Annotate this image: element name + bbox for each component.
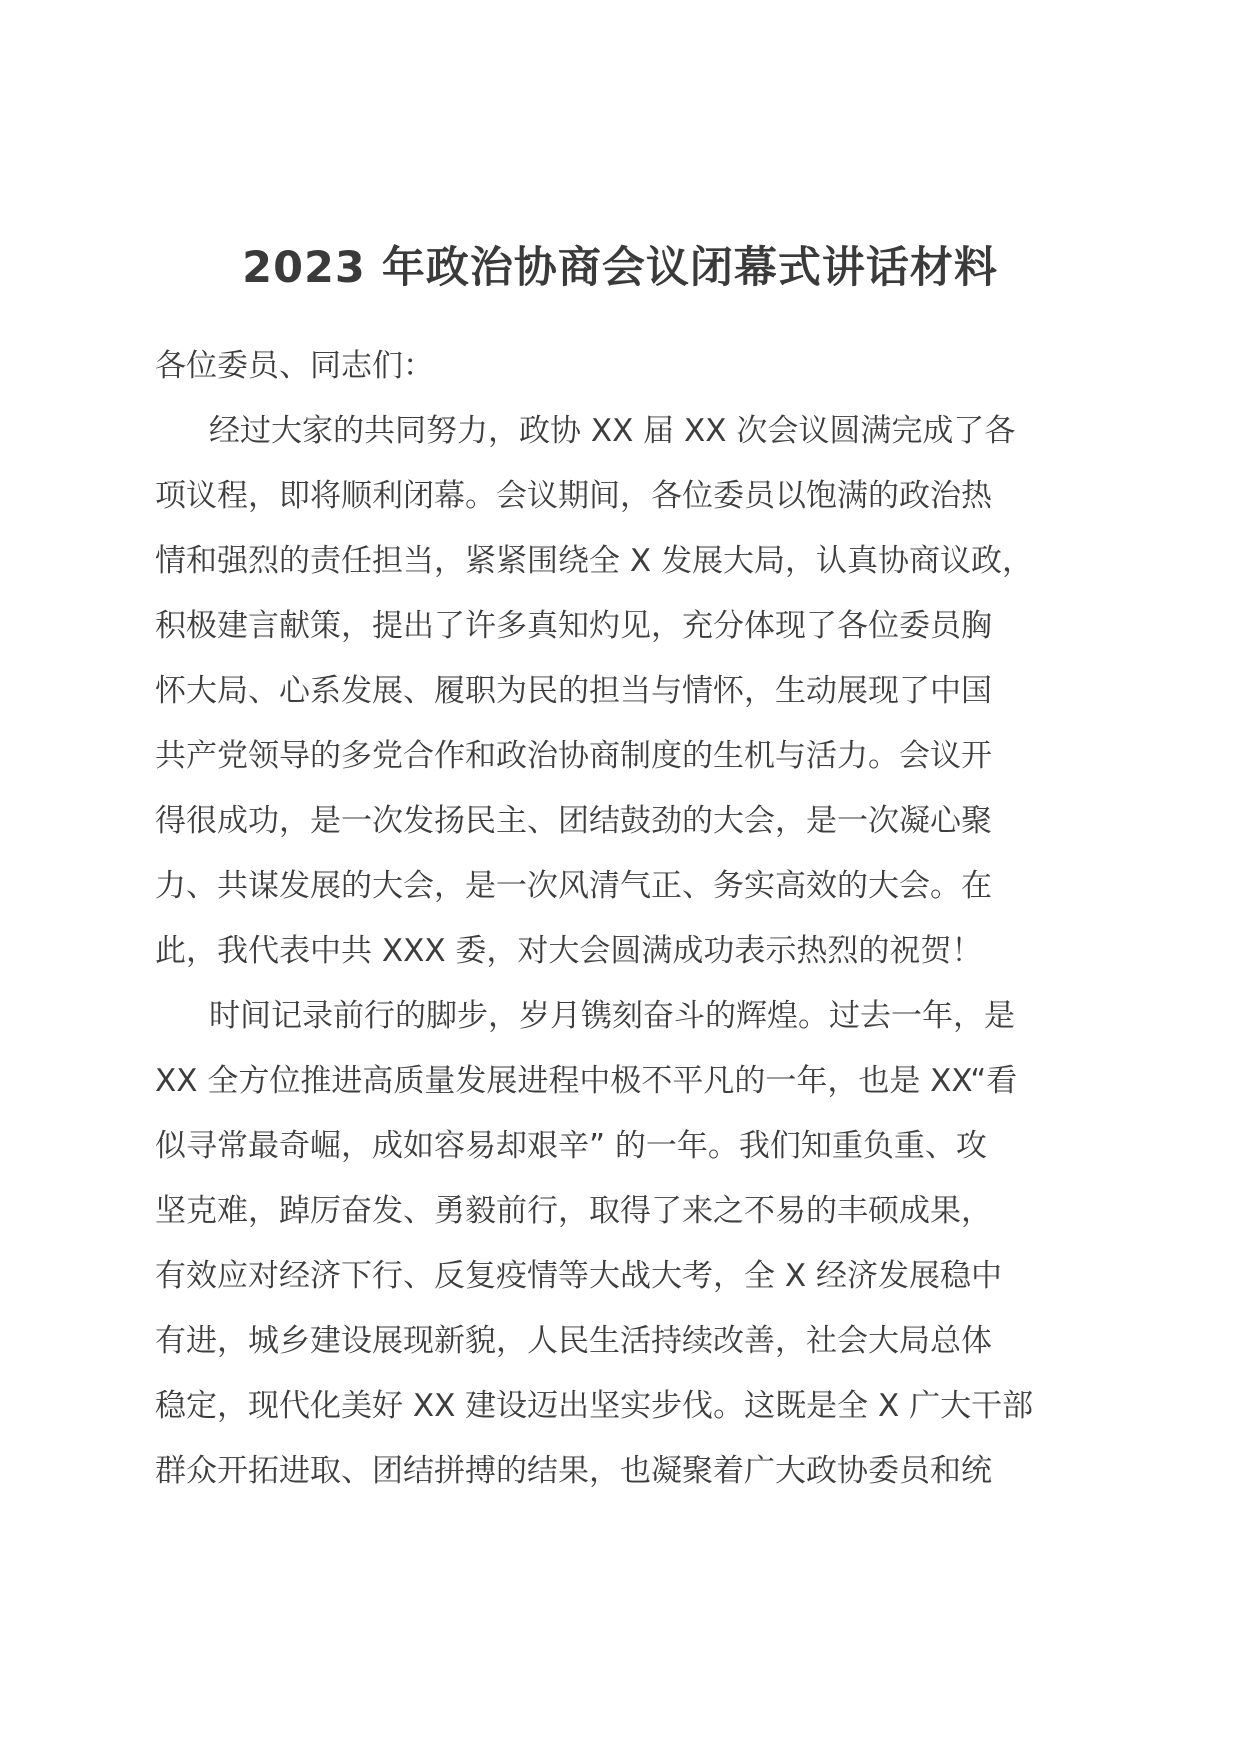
paragraph-1-line-4: 积极建言献策，提出了许多真知灼见，充分体现了各位委员胸	[155, 608, 992, 644]
paragraph-1-line-5: 怀大局、心系发展、履职为民的担当与情怀，生动展现了中国	[155, 673, 992, 709]
paragraph-1-line-7: 得很成功，是一次发扬民主、团结鼓劲的大会，是一次凝心聚	[155, 803, 992, 839]
salutation-line: 各位委员、同志们：	[155, 348, 434, 384]
paragraph-2-line-5: 有效应对经济下行、反复疫情等大战大考，全 X 经济发展稳中	[155, 1258, 1002, 1294]
paragraph-1-line-3: 情和强烈的责任担当，紧紧围绕全 X 发展大局，认真协商议政，	[155, 543, 1033, 579]
paragraph-1-line-9: 此，我代表中共 XXX 委，对大会圆满成功表示热烈的祝贺！	[155, 933, 983, 969]
paragraph-1-line-8: 力、共谋发展的大会，是一次风清气正、务实高效的大会。在	[155, 868, 992, 904]
paragraph-2-line-6: 有进，城乡建设展现新貌，人民生活持续改善，社会大局总体	[155, 1323, 992, 1359]
paragraph-2-line-8: 群众开拓进取、团结拼搏的结果，也凝聚着广大政协委员和统	[155, 1453, 992, 1489]
paragraph-2-line-3: 似寻常最奇崛，成如容易却艰辛” 的一年。我们知重负重、攻	[155, 1128, 987, 1164]
paragraph-1-line-1: 经过大家的共同努力，政协 XX 届 XX 次会议圆满完成了各	[209, 413, 1016, 449]
paragraph-2-line-2: XX 全方位推进高质量发展进程中极不平凡的一年，也是 XX“看	[155, 1063, 1018, 1099]
paragraph-2-line-4: 坚克难，踔厉奋发、勇毅前行，取得了来之不易的丰硕成果，	[155, 1193, 992, 1229]
paragraph-1-line-6: 共产党领导的多党合作和政治协商制度的生机与活力。会议开	[155, 738, 992, 774]
document-body	[155, 334, 1095, 1504]
paragraph-2-line-1: 时间记录前行的脚步，岁月镌刻奋斗的辉煌。过去一年，是	[209, 998, 1015, 1034]
paragraph-1-line-2: 项议程，即将顺利闭幕。会议期间，各位委员以饱满的政治热	[155, 478, 992, 514]
paragraph-2-line-7: 稳定，现代化美好 XX 建设迈出坚实步伐。这既是全 X 广大干部	[155, 1388, 1034, 1424]
document-title: 2023 年政治协商会议闭幕式讲话材料	[242, 243, 998, 293]
